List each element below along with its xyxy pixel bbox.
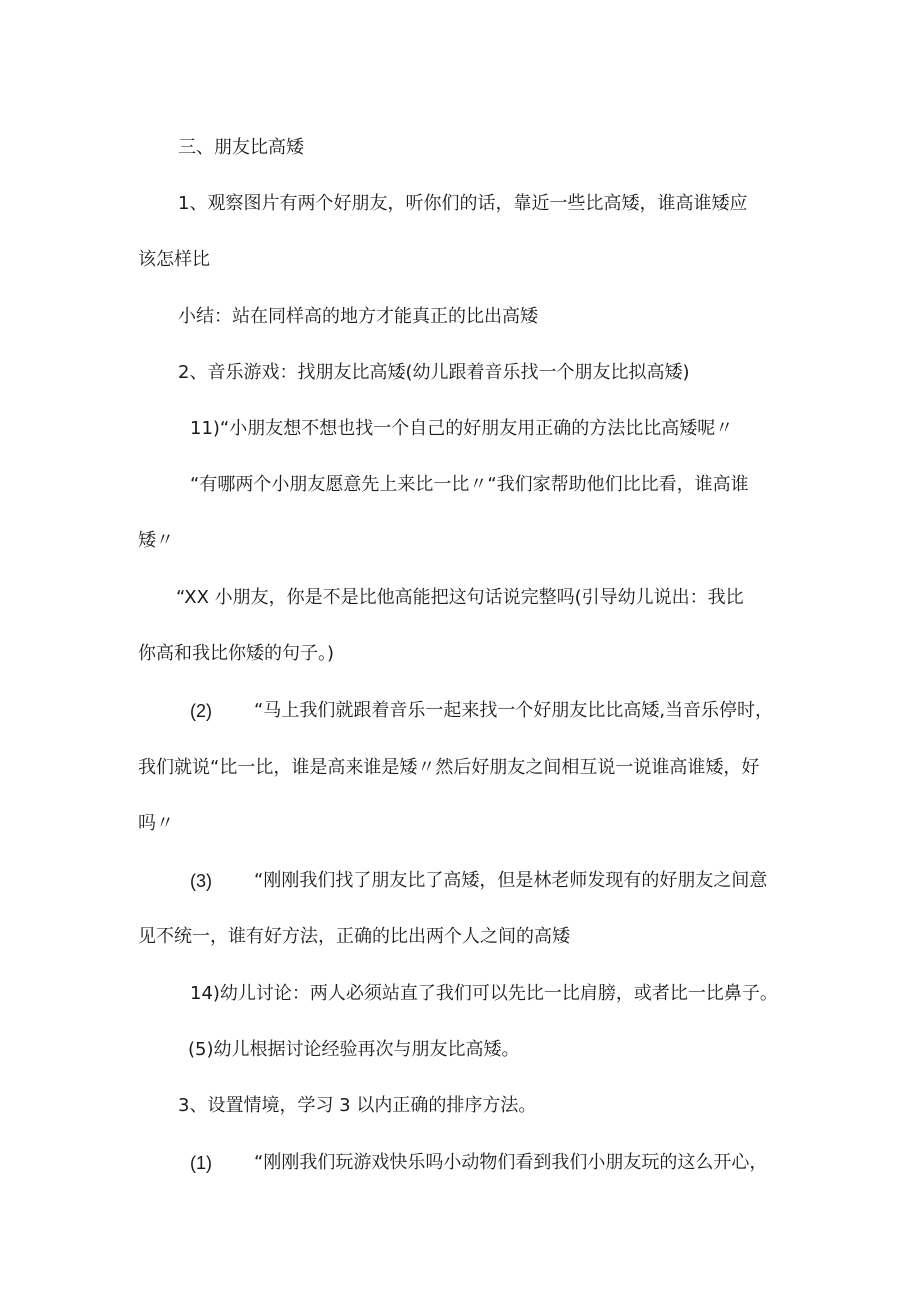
item-14: 14)幼儿讨论：两人必须站直了我们可以先比一比肩膀，或者比一比鼻子。 xyxy=(190,983,778,1004)
item-2-line-3: 吗〃 xyxy=(138,813,174,834)
xx-line-2: 你高和我比你矮的句子。) xyxy=(138,643,335,664)
paragraph-3: 3、设置情境，学习 3 以内正确的排序方法。 xyxy=(178,1095,537,1116)
xx-line-1: “XX 小朋友，你是不是比他高能把这句话说完整吗(引导幼儿说出：我比 xyxy=(176,587,744,608)
item-1-line-1: “刚刚我们玩游戏快乐吗小动物们看到我们小朋友玩的这么开心， xyxy=(254,1152,768,1173)
item-2-line-1: “马上我们就跟着音乐一起来找一个好朋友比比高矮,当音乐停时， xyxy=(254,700,774,721)
item-2-line-2: 我们就说“比一比，谁是高来谁是矮〃然后好朋友之间相互说一说谁高谁矮，好 xyxy=(138,757,760,778)
paragraph-1-line-1: 1、观察图片有两个好朋友，听你们的话，靠近一些比高矮，谁高谁矮应 xyxy=(178,193,748,214)
quote-line-2: 矮〃 xyxy=(138,530,174,551)
quote-line-1: “有哪两个小朋友愿意先上来比一比〃“我们家帮助他们比比看，谁高谁 xyxy=(190,474,749,495)
item-2-number: (2) xyxy=(190,701,212,721)
summary-line: 小结：站在同样高的地方才能真正的比出高矮 xyxy=(178,306,538,327)
item-3-line-1: “刚刚我们找了朋友比了高矮，但是林老师发现有的好朋友之间意 xyxy=(254,870,768,891)
item-5: (5)幼儿根据讨论经验再次与朋友比高矮。 xyxy=(188,1039,520,1060)
item-3-number: (3) xyxy=(190,871,212,891)
item-1-number: (1) xyxy=(190,1153,212,1173)
item-11: 11)“小朋友想不想也找一个自己的好朋友用正确的方法比比高矮呢〃 xyxy=(190,418,734,439)
paragraph-1-line-2: 该怎样比 xyxy=(138,249,210,270)
section-heading: 三、朋友比高矮 xyxy=(178,137,304,158)
paragraph-2: 2、音乐游戏：找朋友比高矮(幼儿跟着音乐找一个朋友比拟高矮) xyxy=(178,362,690,383)
item-3-line-2: 见不统一，谁有好方法，正确的比出两个人之间的高矮 xyxy=(138,926,570,947)
